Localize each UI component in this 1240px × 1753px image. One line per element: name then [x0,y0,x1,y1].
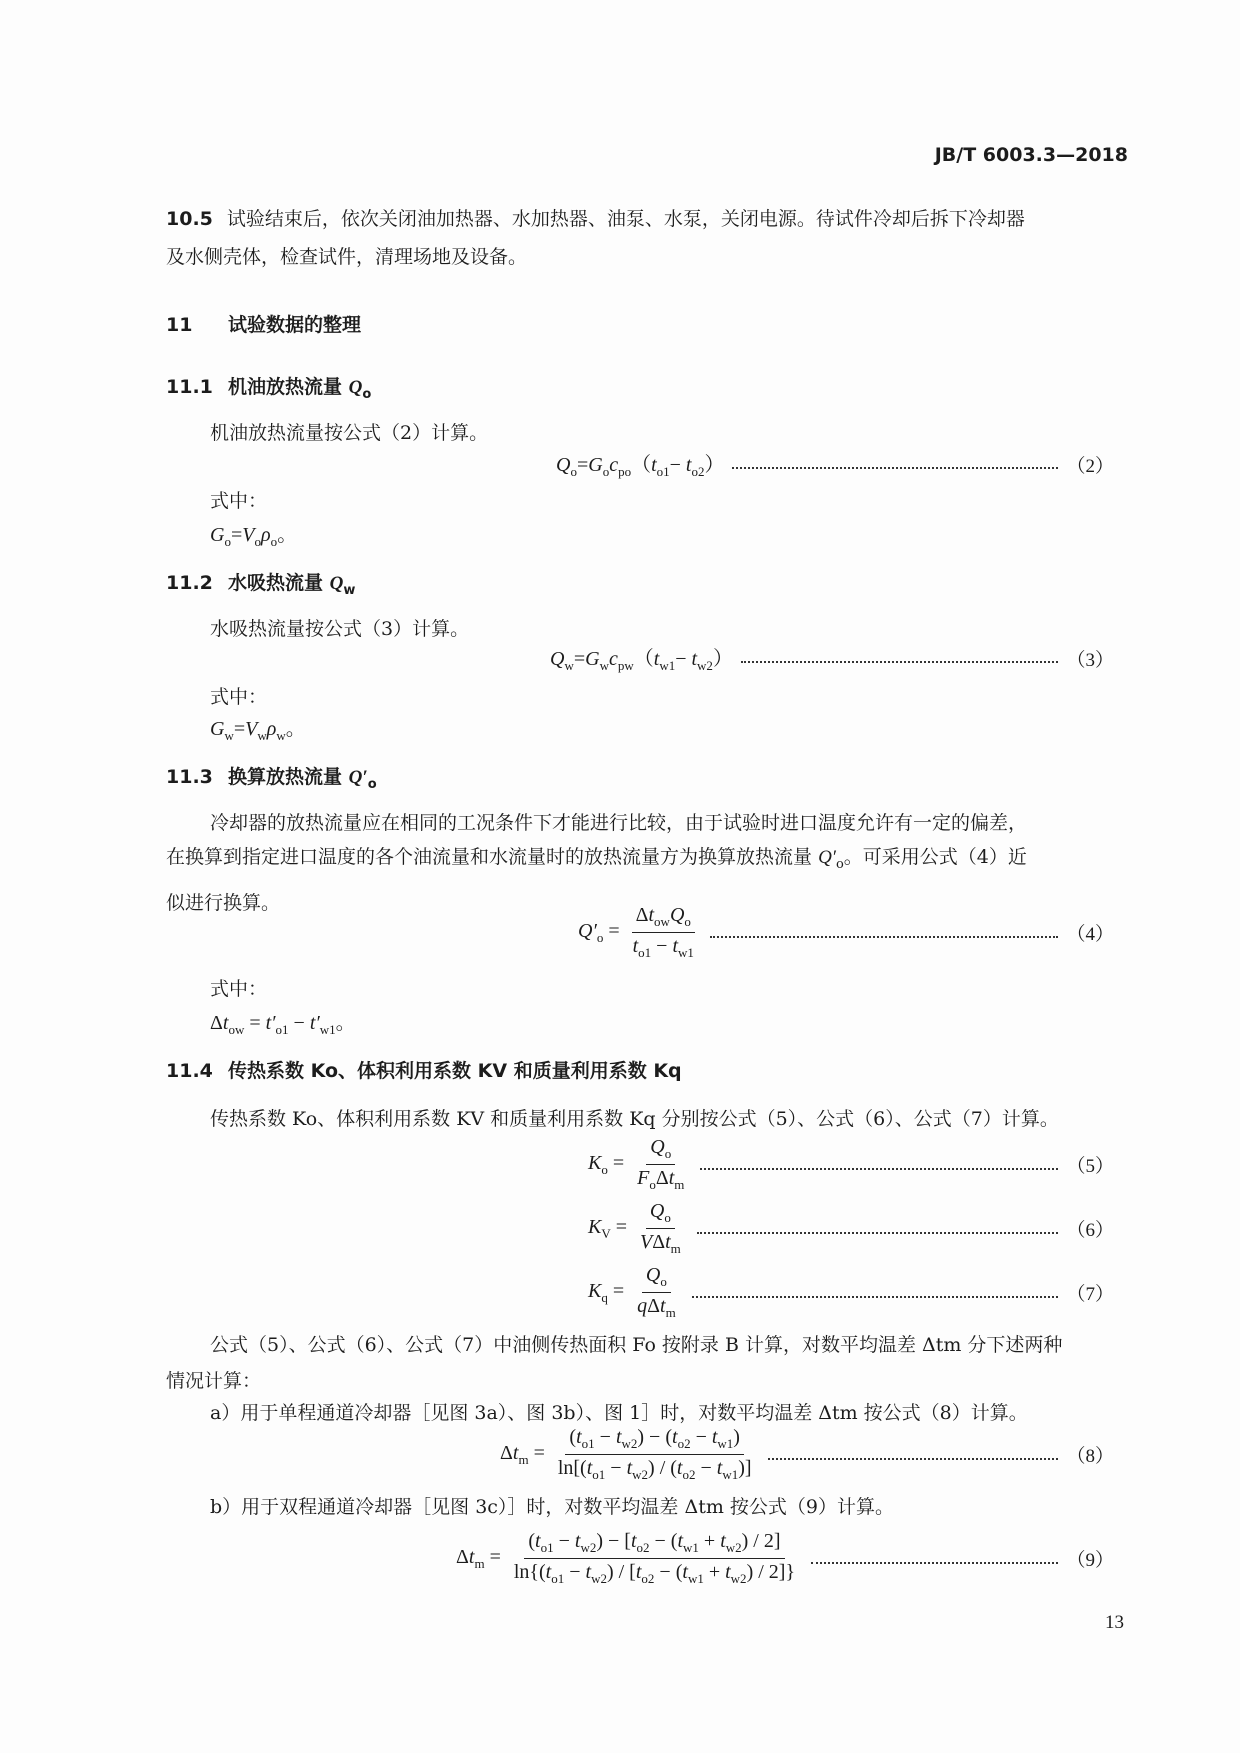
heading-11-3: 11.3 换算放热流量 $Q'_o$ [166,766,377,792]
heading-number: 11 [166,314,193,336]
heading-title: 水吸热流量 [228,572,324,594]
equation-6 [588,1200,1114,1257]
equation-7-expr: $K_q$ = $\frac{Q_o}{q\Delta t_m}$ [588,1264,676,1320]
section-11-1-intro: 机油放热流量按公式（2）计算。 [210,422,489,444]
equation-number: （3） [1066,649,1114,671]
dot-leader [697,1232,1059,1234]
equation-8 [500,1426,1114,1483]
item-b: b）用于双程通道冷却器［见图 3c）］时，对数平均温差 Δtm 按公式（9）计算。 [210,1496,894,1518]
dot-leader [732,467,1058,469]
section-11-3-text-cont: 在换算到指定进口温度的各个油流量和水流量时的放热流量方为换算放热流量 $Q'_o$。可采用公式（4）近 似进行换算。 [166,846,1027,914]
heading-title: 机油放热流量 [228,376,343,398]
dot-leader [741,661,1059,663]
section-11-3-text: 冷却器的放热流量应在相同的工况条件下才能进行比较，由于试验时进口温度允许有一定的偏差， [210,812,1028,834]
where-label: 式中： [210,490,268,512]
definition-gw: $G_w=V_w\rho_w$。 [210,718,306,743]
equation-number: （6） [1066,1220,1114,1241]
dot-leader [692,1296,1059,1298]
section-11-4-note-cont: 情况计算： [166,1370,262,1392]
section-number: 10.5 [166,208,213,230]
heading-title: 换算放热流量 [228,766,343,788]
equation-4 [578,904,1114,961]
heading-11-4 [166,1056,682,1083]
page-number: 13 [1105,1612,1124,1633]
section-11-4-intro: 传热系数 Ko、体积利用系数 KV 和质量利用系数 Kq 分别按公式（5）、公式（6）、公式（7）计算。 [210,1108,1059,1130]
section-10-5 [166,200,1124,276]
equation-9 [456,1530,1114,1587]
equation-2-expr: $Q_o=G_oc_{po}(t_{o1}- t_{o2})$ [556,454,725,479]
equation-number: （7） [1066,1284,1114,1305]
standard-code: JB/T 6003.3—2018 [934,144,1128,166]
heading-number: 11.1 [166,376,213,398]
equation-9-expr: $\Delta t_m$ = $\frac{(t_{o1} - t_{w2}) - [t_{o2} - (t_{w1} + t_{w2}) / 2]}{\ln\{(t_{o1} - t_{w2}) / [t_{o2} - (t_{w1} + t_{w2}) / 2]\}}$ [456,1530,796,1586]
equation-number: （8） [1066,1446,1114,1467]
definition-delta-tow: $\Delta t_{ow} = t'_{o1} - t'_{w1}$。 [210,1012,356,1037]
definition-go: $G_o=V_o\rho_o$。 [210,524,298,549]
equation-2 [556,448,1114,480]
section-10-5-line1: 10.5 试验结束后，依次关闭油加热器、水加热器、油泵、水泵，关闭电源。待试件冷却后拆下冷却器 [166,208,1025,230]
heading-number: 11.2 [166,572,213,594]
section-11-2-intro: 水吸热流量按公式（3）计算。 [210,618,470,640]
equation-4-expr: $Q'_o$ = $\frac{\Delta t_{ow}Q_o}{t_{o1} - t_{w1}}$ [578,904,694,960]
section-11-4-note: 公式（5）、公式（6）、公式（7）中油侧传热面积 Fo 按附录 B 计算，对数平均温差 Δtm 分下述两种 [210,1334,1063,1356]
equation-5 [588,1136,1114,1193]
equation-number: （2） [1066,455,1114,477]
heading-11-1: 11.1 机油放热流量 $Q_o$ [166,376,372,402]
heading-11 [166,310,361,337]
dot-leader [710,936,1059,938]
heading-title: 试验数据的整理 [228,314,362,336]
equation-6-expr: $K_V$ = $\frac{Q_o}{V\Delta t_m}$ [588,1200,681,1256]
section-10-5-line2: 及水侧壳体，检查试件，清理场地及设备。 [166,246,528,268]
heading-number: 11.4 [166,1060,213,1082]
equation-8-expr: $\Delta t_m$ = $\frac{(t_{o1} - t_{w2}) - (t_{o2} - t_{w1})}{\ln[(t_{o1} - t_{w2}) / (t_{o2} - t_{w1})]}$ [500,1426,752,1482]
dot-leader [768,1458,1059,1460]
heading-title: 传热系数 Ko、体积利用系数 KV 和质量利用系数 Kq [228,1060,682,1082]
heading-number: 11.3 [166,766,213,788]
dot-leader [811,1562,1058,1564]
dot-leader [700,1168,1058,1170]
equation-number: （5） [1066,1156,1114,1177]
equation-number: （9） [1066,1550,1114,1571]
where-label: 式中： [210,978,268,1000]
where-label: 式中： [210,686,268,708]
equation-3-expr: $Q_w=G_wc_{pw}(t_{w1}- t_{w2})$ [550,648,733,673]
equation-number: （4） [1066,924,1114,945]
heading-11-2: 11.2 水吸热流量 $Q_w$ [166,572,356,598]
equation-3 [550,642,1114,674]
equation-7 [588,1264,1114,1321]
equation-5-expr: $K_o$ = $\frac{Q_o}{F_o\Delta t_m}$ [588,1136,685,1192]
item-a: a）用于单程通道冷却器［见图 3a）、图 3b）、图 1］时，对数平均温差 Δtm 按公式（8）计算。 [210,1402,1028,1424]
